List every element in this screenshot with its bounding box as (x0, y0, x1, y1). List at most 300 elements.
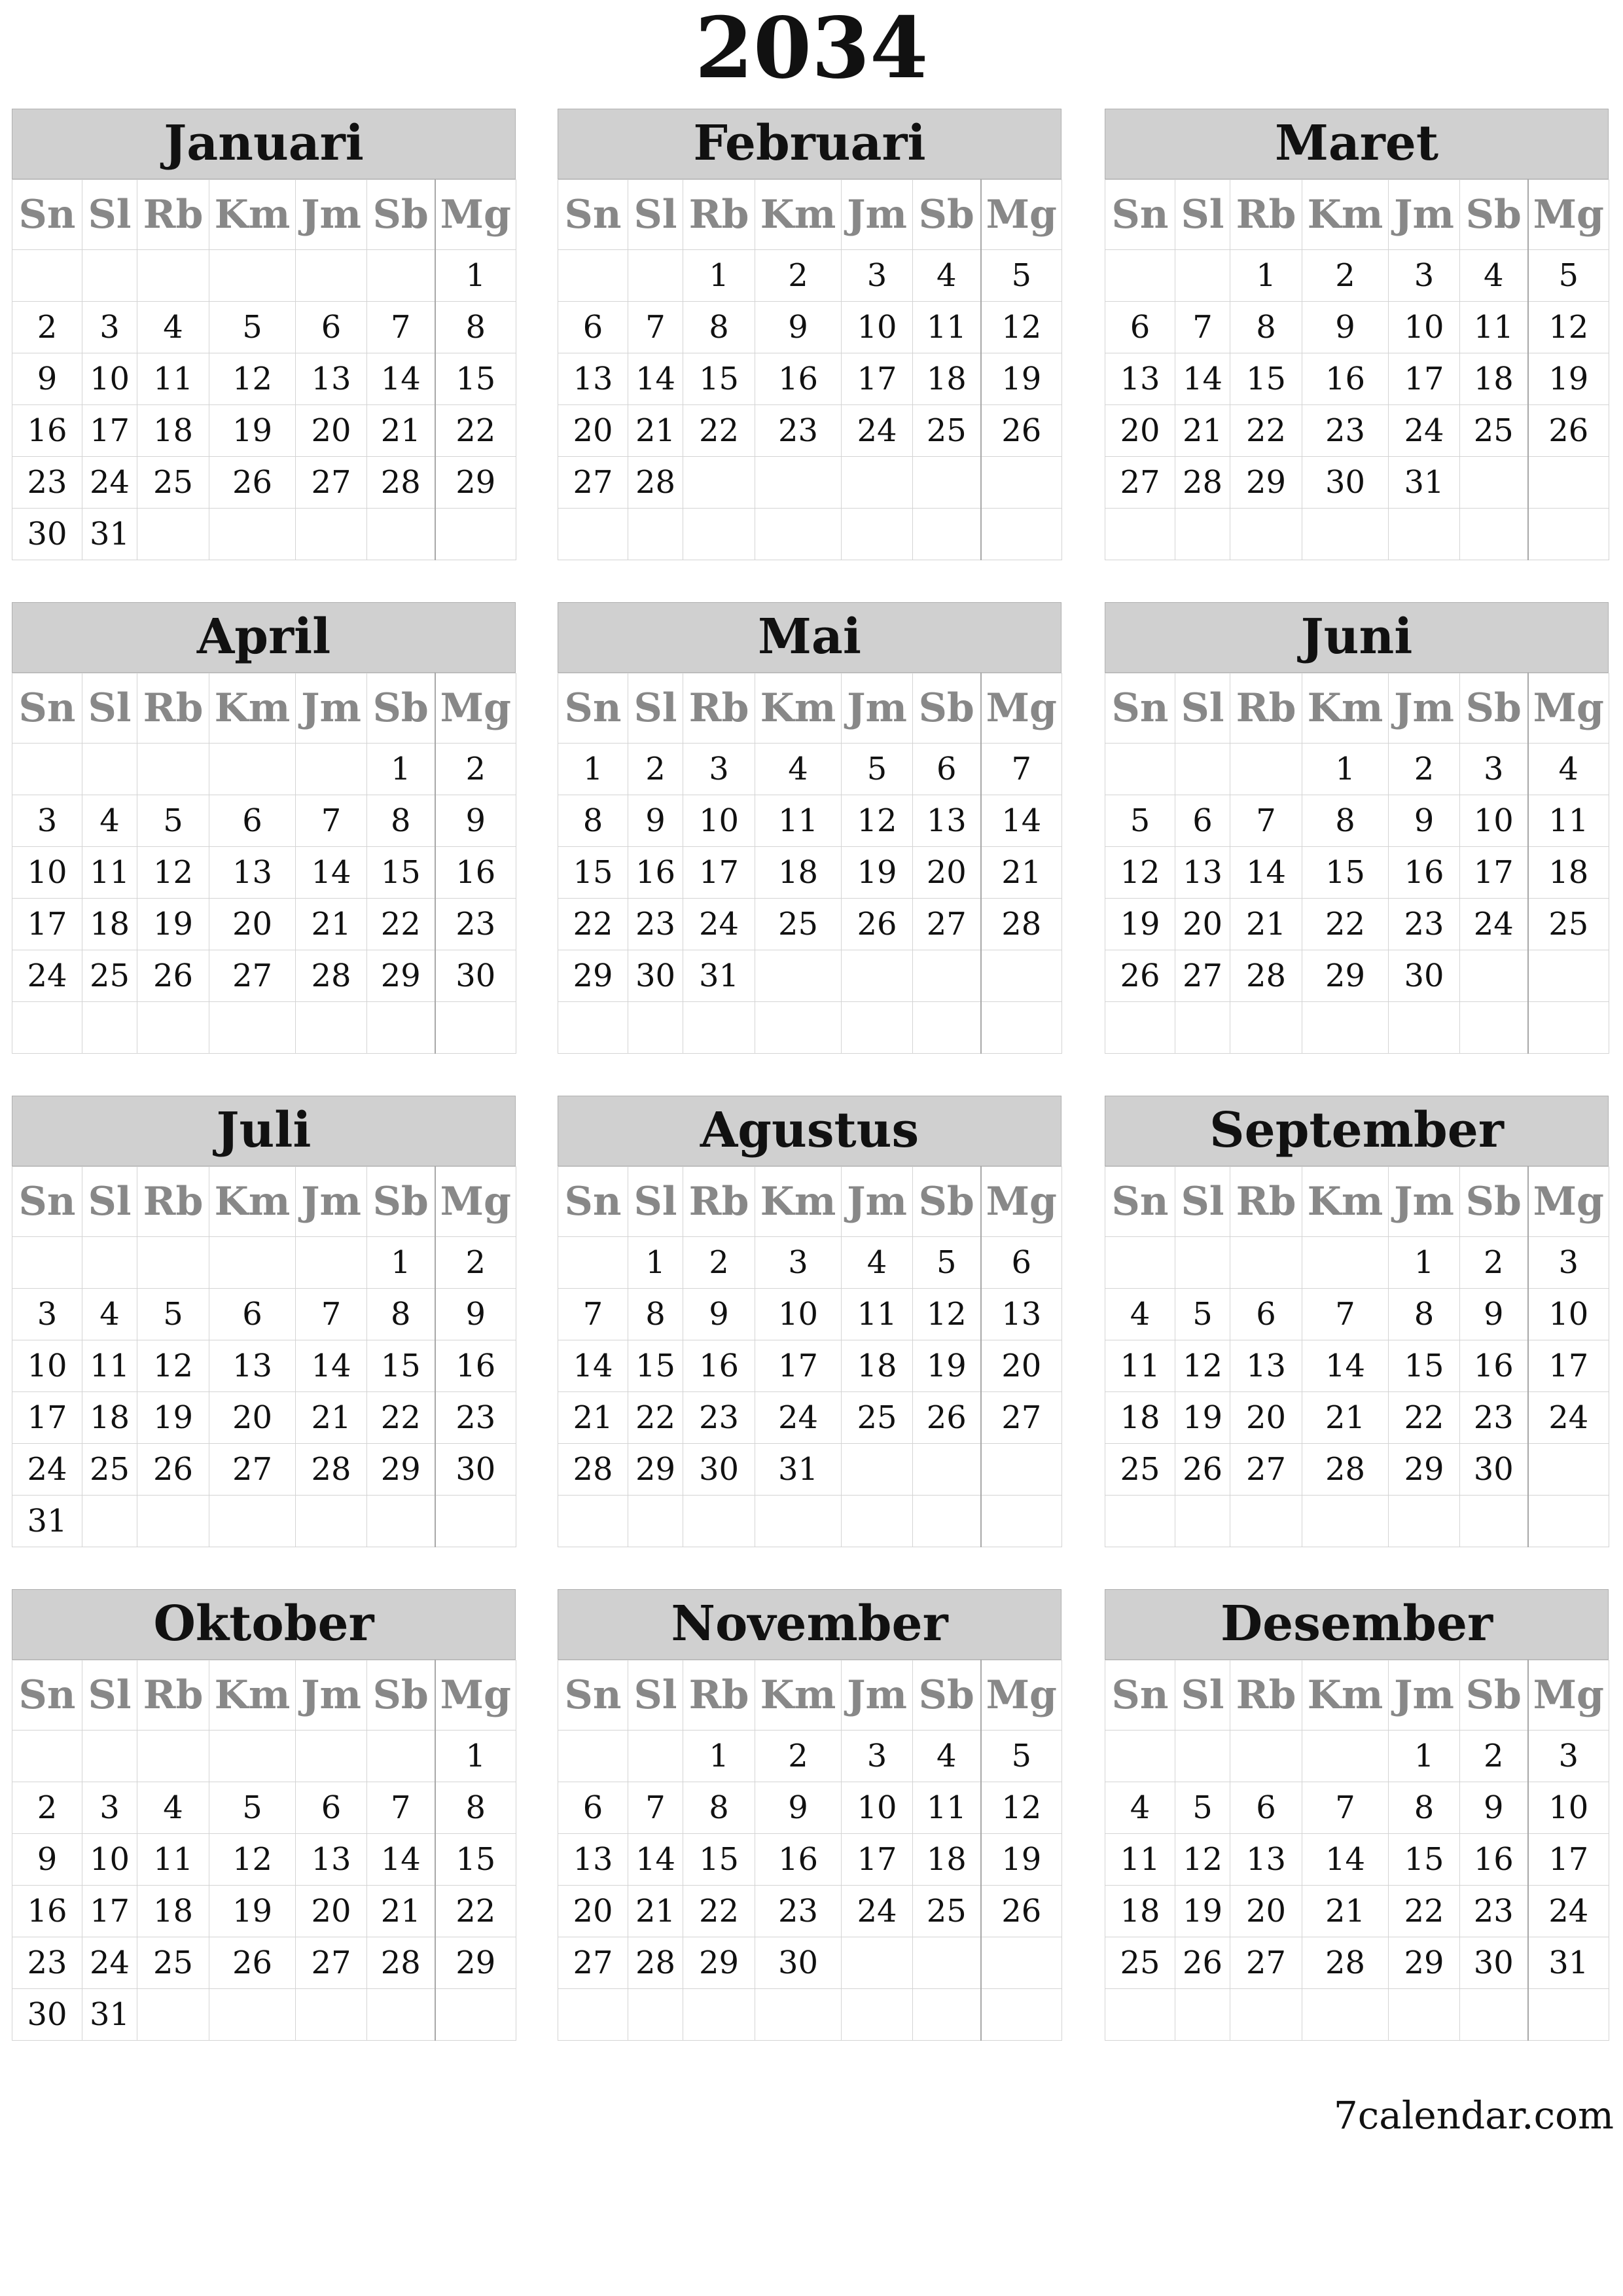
day-cell: 2 (1302, 250, 1389, 302)
day-cell: 22 (367, 1392, 435, 1444)
day-cell: 10 (12, 847, 82, 899)
week-row (1105, 1340, 1609, 1392)
day-cell (1230, 1237, 1302, 1289)
week-row (1105, 1989, 1609, 2041)
day-cell: 18 (1105, 1392, 1175, 1444)
weekday-label: Km (209, 673, 296, 744)
day-cell (82, 1496, 137, 1547)
day-cell (683, 509, 755, 560)
day-cell: 8 (367, 1289, 435, 1340)
day-cell (82, 1731, 137, 1782)
month-name: Juni (1105, 602, 1609, 673)
day-cell: 21 (367, 1886, 435, 1937)
day-cell (209, 250, 296, 302)
day-cell: 24 (82, 1937, 137, 1989)
day-cell: 30 (683, 1444, 755, 1496)
day-cell: 22 (1230, 405, 1302, 457)
day-cell (1175, 250, 1230, 302)
day-cell (981, 1989, 1062, 2041)
day-cell (1460, 509, 1528, 560)
day-cell: 8 (683, 1782, 755, 1834)
month-oktober (12, 1589, 516, 2041)
week-row (1105, 302, 1609, 353)
day-cell (209, 744, 296, 795)
weekday-label: Rb (137, 673, 209, 744)
day-cell: 12 (913, 1289, 981, 1340)
weekday-label: Sn (558, 180, 628, 250)
day-cell: 26 (209, 1937, 296, 1989)
week-row (1105, 509, 1609, 560)
month-grid (12, 179, 516, 560)
day-cell: 20 (296, 1886, 367, 1937)
day-cell (913, 1989, 981, 2041)
day-cell: 27 (558, 1937, 628, 1989)
weekday-label: Jm (1389, 1167, 1460, 1237)
day-cell: 13 (209, 847, 296, 899)
day-cell: 7 (558, 1289, 628, 1340)
day-cell: 11 (137, 353, 209, 405)
day-cell: 14 (558, 1340, 628, 1392)
week-row (12, 1444, 516, 1496)
month-maret (1105, 109, 1609, 560)
day-cell: 17 (82, 405, 137, 457)
day-cell: 20 (209, 899, 296, 950)
day-cell: 3 (12, 1289, 82, 1340)
day-cell: 23 (435, 899, 516, 950)
day-cell: 25 (755, 899, 842, 950)
day-cell (913, 1444, 981, 1496)
week-row (1105, 899, 1609, 950)
day-cell: 26 (842, 899, 913, 950)
day-cell: 29 (1230, 457, 1302, 509)
day-cell: 1 (628, 1237, 683, 1289)
day-cell: 26 (137, 1444, 209, 1496)
weekday-label: Sb (367, 180, 435, 250)
day-cell: 12 (137, 1340, 209, 1392)
day-cell: 19 (137, 1392, 209, 1444)
week-row (12, 795, 516, 847)
week-row (558, 744, 1062, 795)
day-cell: 6 (209, 795, 296, 847)
weekday-label: Jm (296, 1167, 367, 1237)
weekday-header-row (12, 180, 516, 250)
week-row (1105, 1237, 1609, 1289)
weekday-label: Sn (1105, 1660, 1175, 1731)
week-row (558, 509, 1062, 560)
weekday-label: Sb (913, 1660, 981, 1731)
weekday-label: Mg (981, 180, 1062, 250)
day-cell: 2 (628, 744, 683, 795)
day-cell: 10 (683, 795, 755, 847)
day-cell: 24 (1389, 405, 1460, 457)
day-cell: 12 (1175, 1340, 1230, 1392)
day-cell: 22 (1389, 1886, 1460, 1937)
day-cell (137, 1496, 209, 1547)
day-cell: 3 (82, 1782, 137, 1834)
day-cell: 4 (82, 1289, 137, 1340)
day-cell: 28 (1302, 1444, 1389, 1496)
day-cell (1105, 1237, 1175, 1289)
weekday-label: Sn (12, 673, 82, 744)
day-cell: 18 (1105, 1886, 1175, 1937)
week-row (558, 250, 1062, 302)
day-cell (1105, 1496, 1175, 1547)
day-cell: 8 (628, 1289, 683, 1340)
week-row (1105, 1782, 1609, 1834)
day-cell: 22 (367, 899, 435, 950)
day-cell: 19 (981, 1834, 1062, 1886)
day-cell: 2 (435, 744, 516, 795)
month-grid (1105, 673, 1609, 1054)
weekday-label: Sb (1460, 1167, 1528, 1237)
day-cell (137, 250, 209, 302)
day-cell: 12 (209, 353, 296, 405)
week-row (12, 1731, 516, 1782)
week-row (1105, 457, 1609, 509)
day-cell: 26 (1175, 1444, 1230, 1496)
day-cell: 24 (82, 457, 137, 509)
day-cell: 29 (367, 950, 435, 1002)
weekday-label: Jm (842, 1167, 913, 1237)
weekday-label: Sb (913, 1167, 981, 1237)
day-cell: 30 (1460, 1937, 1528, 1989)
day-cell: 23 (683, 1392, 755, 1444)
weekday-label: Sb (367, 1660, 435, 1731)
day-cell (913, 950, 981, 1002)
day-cell: 27 (209, 1444, 296, 1496)
day-cell: 22 (435, 1886, 516, 1937)
day-cell (628, 250, 683, 302)
day-cell: 3 (1528, 1237, 1609, 1289)
day-cell (1389, 1002, 1460, 1054)
day-cell: 31 (82, 509, 137, 560)
day-cell: 22 (558, 899, 628, 950)
week-row (12, 1886, 516, 1937)
day-cell: 17 (82, 1886, 137, 1937)
weekday-label: Km (755, 1660, 842, 1731)
day-cell: 30 (12, 509, 82, 560)
day-cell: 16 (755, 353, 842, 405)
day-cell: 19 (1175, 1392, 1230, 1444)
day-cell (913, 1002, 981, 1054)
day-cell (913, 457, 981, 509)
day-cell: 13 (1175, 847, 1230, 899)
day-cell: 12 (209, 1834, 296, 1886)
day-cell: 28 (367, 1937, 435, 1989)
day-cell: 16 (683, 1340, 755, 1392)
day-cell (981, 1496, 1062, 1547)
day-cell: 17 (12, 899, 82, 950)
day-cell: 7 (1302, 1289, 1389, 1340)
day-cell (558, 1496, 628, 1547)
day-cell: 11 (137, 1834, 209, 1886)
day-cell (137, 1731, 209, 1782)
month-september (1105, 1096, 1609, 1547)
week-row (558, 457, 1062, 509)
day-cell: 1 (435, 1731, 516, 1782)
week-row (12, 1937, 516, 1989)
weekday-label: Mg (981, 1660, 1062, 1731)
day-cell: 2 (1389, 744, 1460, 795)
week-row (1105, 405, 1609, 457)
day-cell: 28 (558, 1444, 628, 1496)
month-november (558, 1589, 1061, 2041)
day-cell: 17 (842, 353, 913, 405)
weekday-label: Sn (1105, 180, 1175, 250)
day-cell (1460, 1496, 1528, 1547)
day-cell: 19 (1175, 1886, 1230, 1937)
day-cell: 13 (1105, 353, 1175, 405)
day-cell (1528, 1444, 1609, 1496)
day-cell: 6 (1230, 1782, 1302, 1834)
day-cell: 31 (683, 950, 755, 1002)
day-cell: 30 (12, 1989, 82, 2041)
weekday-label: Mg (1528, 673, 1609, 744)
weekday-header-row (1105, 1167, 1609, 1237)
day-cell: 23 (755, 405, 842, 457)
day-cell: 26 (1175, 1937, 1230, 1989)
day-cell: 14 (1302, 1340, 1389, 1392)
week-row (12, 509, 516, 560)
day-cell: 13 (296, 1834, 367, 1886)
week-row (558, 1496, 1062, 1547)
day-cell (1175, 744, 1230, 795)
week-row (1105, 1444, 1609, 1496)
weekday-label: Jm (842, 1660, 913, 1731)
month-name: Agustus (558, 1096, 1061, 1166)
day-cell: 28 (1175, 457, 1230, 509)
day-cell: 4 (137, 302, 209, 353)
day-cell: 24 (755, 1392, 842, 1444)
weekday-label: Rb (683, 1167, 755, 1237)
day-cell: 20 (296, 405, 367, 457)
day-cell (981, 950, 1062, 1002)
day-cell (981, 1002, 1062, 1054)
weekday-label: Km (755, 673, 842, 744)
weekday-label: Km (755, 180, 842, 250)
weekday-label: Sb (367, 1167, 435, 1237)
weekday-label: Sb (913, 180, 981, 250)
day-cell: 25 (913, 1886, 981, 1937)
day-cell: 16 (1389, 847, 1460, 899)
day-cell: 9 (435, 795, 516, 847)
day-cell: 7 (367, 1782, 435, 1834)
month-april (12, 602, 516, 1054)
week-row (558, 1289, 1062, 1340)
day-cell: 2 (755, 1731, 842, 1782)
week-row (558, 1444, 1062, 1496)
weekday-header-row (1105, 673, 1609, 744)
day-cell: 30 (755, 1937, 842, 1989)
weekday-label: Jm (296, 673, 367, 744)
day-cell: 25 (137, 1937, 209, 1989)
day-cell: 28 (1302, 1937, 1389, 1989)
day-cell: 18 (82, 899, 137, 950)
day-cell: 24 (1528, 1886, 1609, 1937)
week-row (12, 405, 516, 457)
week-row (12, 1237, 516, 1289)
day-cell: 10 (82, 1834, 137, 1886)
day-cell: 17 (1389, 353, 1460, 405)
day-cell: 31 (12, 1496, 82, 1547)
day-cell: 31 (755, 1444, 842, 1496)
day-cell: 16 (12, 405, 82, 457)
day-cell (1105, 744, 1175, 795)
weekday-label: Jm (842, 180, 913, 250)
day-cell (755, 457, 842, 509)
day-cell: 1 (683, 1731, 755, 1782)
day-cell (913, 1496, 981, 1547)
day-cell: 5 (137, 1289, 209, 1340)
day-cell (209, 509, 296, 560)
week-row (12, 1782, 516, 1834)
weekday-header-row (558, 1660, 1062, 1731)
day-cell: 7 (1175, 302, 1230, 353)
day-cell: 13 (558, 1834, 628, 1886)
day-cell: 29 (1389, 1937, 1460, 1989)
weekday-label: Jm (1389, 1660, 1460, 1731)
day-cell: 12 (1175, 1834, 1230, 1886)
weekday-label: Sl (628, 673, 683, 744)
month-grid (558, 1166, 1062, 1547)
day-cell: 17 (1528, 1340, 1609, 1392)
weekday-label: Mg (435, 673, 516, 744)
week-row (12, 353, 516, 405)
day-cell: 5 (1528, 250, 1609, 302)
day-cell (367, 1731, 435, 1782)
day-cell (435, 1989, 516, 2041)
weekday-label: Sl (628, 180, 683, 250)
week-row (1105, 950, 1609, 1002)
day-cell: 30 (628, 950, 683, 1002)
week-row (1105, 250, 1609, 302)
day-cell: 22 (628, 1392, 683, 1444)
day-cell: 6 (209, 1289, 296, 1340)
weekday-label: Mg (435, 1660, 516, 1731)
weekday-label: Mg (1528, 180, 1609, 250)
day-cell: 20 (558, 1886, 628, 1937)
weekday-label: Rb (683, 673, 755, 744)
weekday-header-row (12, 1660, 516, 1731)
day-cell: 15 (1302, 847, 1389, 899)
day-cell: 13 (296, 353, 367, 405)
day-cell: 15 (1389, 1340, 1460, 1392)
week-row (12, 1340, 516, 1392)
day-cell: 15 (435, 1834, 516, 1886)
day-cell: 17 (1528, 1834, 1609, 1886)
day-cell: 25 (137, 457, 209, 509)
day-cell: 6 (558, 302, 628, 353)
day-cell: 7 (296, 1289, 367, 1340)
day-cell: 11 (82, 847, 137, 899)
day-cell (842, 457, 913, 509)
day-cell: 24 (842, 405, 913, 457)
week-row (12, 1289, 516, 1340)
day-cell: 11 (1105, 1834, 1175, 1886)
weekday-label: Sn (1105, 673, 1175, 744)
month-juni (1105, 602, 1609, 1054)
day-cell: 20 (1230, 1886, 1302, 1937)
day-cell: 16 (1460, 1340, 1528, 1392)
weekday-label: Sn (558, 673, 628, 744)
day-cell (1302, 1496, 1389, 1547)
day-cell (1389, 1989, 1460, 2041)
day-cell: 3 (82, 302, 137, 353)
month-name: November (558, 1589, 1061, 1660)
day-cell (1302, 1002, 1389, 1054)
day-cell: 19 (1105, 899, 1175, 950)
weekday-label: Mg (435, 180, 516, 250)
day-cell (82, 250, 137, 302)
weekday-label: Sl (82, 1660, 137, 1731)
weekday-label: Km (209, 1167, 296, 1237)
day-cell (12, 1731, 82, 1782)
day-cell: 13 (1230, 1340, 1302, 1392)
day-cell: 2 (683, 1237, 755, 1289)
day-cell: 21 (628, 1886, 683, 1937)
week-row (12, 847, 516, 899)
day-cell (1460, 457, 1528, 509)
day-cell (558, 1002, 628, 1054)
day-cell: 22 (1302, 899, 1389, 950)
day-cell: 8 (1389, 1289, 1460, 1340)
month-grid (12, 1660, 516, 2041)
day-cell: 26 (913, 1392, 981, 1444)
day-cell (137, 744, 209, 795)
week-row (558, 847, 1062, 899)
weekday-header-row (558, 180, 1062, 250)
day-cell: 18 (913, 1834, 981, 1886)
week-row (558, 795, 1062, 847)
month-name: Oktober (12, 1589, 516, 1660)
day-cell: 2 (435, 1237, 516, 1289)
weekday-label: Sb (367, 673, 435, 744)
month-januari (12, 109, 516, 560)
week-row (558, 353, 1062, 405)
day-cell (981, 509, 1062, 560)
day-cell (1302, 1237, 1389, 1289)
day-cell (296, 1002, 367, 1054)
day-cell: 20 (1105, 405, 1175, 457)
week-row (1105, 1496, 1609, 1547)
day-cell: 24 (1460, 899, 1528, 950)
year-title: 2034 (694, 0, 929, 98)
day-cell (842, 1989, 913, 2041)
day-cell (558, 1237, 628, 1289)
day-cell: 24 (842, 1886, 913, 1937)
weekday-label: Rb (1230, 180, 1302, 250)
day-cell: 26 (137, 950, 209, 1002)
day-cell: 14 (1230, 847, 1302, 899)
month-grid (1105, 1660, 1609, 2041)
day-cell: 15 (628, 1340, 683, 1392)
day-cell (1528, 1496, 1609, 1547)
day-cell: 29 (1389, 1444, 1460, 1496)
day-cell: 1 (1230, 250, 1302, 302)
day-cell: 18 (842, 1340, 913, 1392)
day-cell: 27 (1230, 1937, 1302, 1989)
day-cell: 19 (209, 405, 296, 457)
week-row (1105, 1886, 1609, 1937)
day-cell: 10 (12, 1340, 82, 1392)
day-cell: 14 (367, 353, 435, 405)
day-cell: 15 (558, 847, 628, 899)
weekday-label: Rb (1230, 1167, 1302, 1237)
week-row (12, 457, 516, 509)
day-cell: 22 (683, 1886, 755, 1937)
weekday-label: Rb (137, 1660, 209, 1731)
day-cell (367, 1989, 435, 2041)
